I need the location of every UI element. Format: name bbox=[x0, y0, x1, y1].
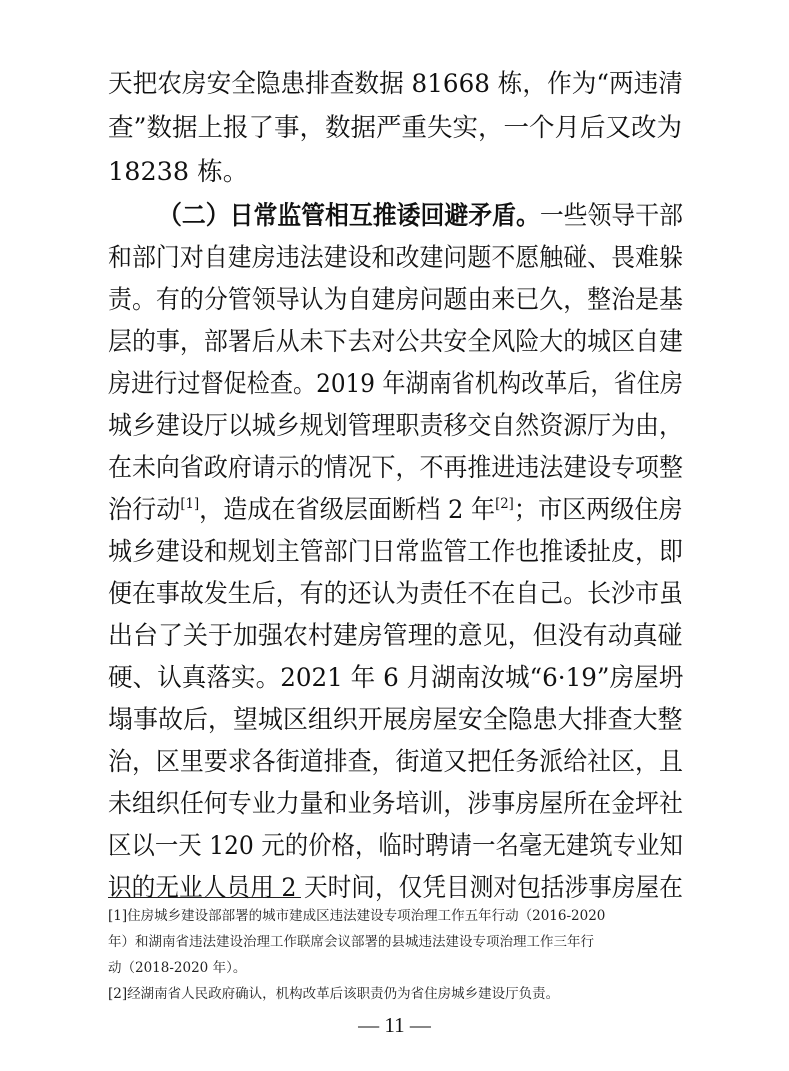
footnote-line-2 bbox=[0, 930, 789, 954]
body-text: 城乡建设和规划主管部门日常监管工作也推诿扯皮，即 bbox=[108, 537, 683, 567]
body-line-4 bbox=[0, 198, 789, 234]
footnote-line-4 bbox=[0, 982, 789, 1006]
section-heading-2 bbox=[158, 198, 683, 234]
footnote-text: 动（2018-2020 年）。 bbox=[108, 960, 247, 976]
body-line-7 bbox=[0, 324, 789, 360]
body-text: 出台了关于加强农村建房管理的意见，但没有动真碰 bbox=[108, 621, 683, 651]
footnote-text: [2]经湖南省人民政府确认，机构改革后该职责仍为省住房城乡建设厅负责。 bbox=[108, 986, 560, 1002]
body-text: 硬、认真落实。2021 年 6 月湖南汝城“6·19”房屋坍 bbox=[108, 663, 684, 693]
body-text: 天把农房安全隐患排查数据 81668 栋，作为“两违清 bbox=[108, 69, 683, 99]
footnote-text: [1]住房城乡建设部部署的城市建成区违法建设专项治理工作五年行动（2016-2020 bbox=[108, 908, 606, 924]
body-text: 房进行过督促检查。2019 年湖南省机构改革后，省住房 bbox=[108, 369, 683, 399]
body-line-19 bbox=[0, 828, 789, 864]
footnote-text: 年）和湖南省违法建设治理工作联席会议部署的县城违法建设专项治理工作三年行 bbox=[108, 934, 594, 950]
body-line-6 bbox=[0, 282, 789, 318]
body-text: 治，区里要求各街道排查，街道又把任务派给社区，且 bbox=[108, 747, 683, 777]
body-line-12 bbox=[0, 534, 789, 570]
body-text: ，造成在省级层面断档 2 年 bbox=[199, 495, 496, 525]
body-text-with-footnotes bbox=[108, 492, 683, 528]
footnote-ref-2[interactable]: [2] bbox=[495, 496, 514, 512]
page-number: — 11 — bbox=[358, 1013, 431, 1037]
body-line-5 bbox=[0, 240, 789, 276]
body-line-2 bbox=[0, 110, 789, 146]
body-line-17 bbox=[0, 744, 789, 780]
body-line-16 bbox=[0, 702, 789, 738]
body-line-3 bbox=[0, 154, 789, 190]
body-line-9 bbox=[0, 408, 789, 444]
body-text: 城乡建设厅以城乡规划管理职责移交自然资源厅为由， bbox=[108, 411, 683, 441]
body-line-20 bbox=[0, 870, 789, 906]
body-line-15 bbox=[0, 660, 789, 696]
body-text: 塌事故后，望城区组织开展房屋安全隐患大排查大整 bbox=[108, 705, 683, 735]
footnote-line-3 bbox=[0, 956, 789, 980]
body-text: 责。有的分管领导认为自建房问题由来已久，整治是基 bbox=[108, 285, 683, 315]
body-text: 区以一天 120 元的价格，临时聘请一名毫无建筑专业知 bbox=[108, 831, 683, 861]
body-line-8 bbox=[0, 366, 789, 402]
body-text: 治行动 bbox=[108, 495, 181, 525]
body-text: 查”数据上报了事，数据严重失实，一个月后又改为 bbox=[108, 113, 683, 143]
body-text: 18238 栋。 bbox=[108, 157, 249, 187]
body-line-18 bbox=[0, 786, 789, 822]
body-text: ；市区两级住房 bbox=[513, 495, 683, 525]
footnote-separator bbox=[108, 897, 301, 898]
body-text: 一些领导干部 bbox=[539, 201, 684, 231]
body-text: 在未向省政府请示的情况下，不再推进违法建设专项整 bbox=[108, 453, 683, 483]
body-text: 层的事，部署后从未下去对公共安全风险大的城区自建 bbox=[108, 327, 683, 357]
footnote-line-1 bbox=[0, 904, 789, 928]
body-line-14 bbox=[0, 618, 789, 654]
body-text: 和部门对自建房违法建设和改建问题不愿触碰、畏难躲 bbox=[108, 243, 683, 273]
body-line-13 bbox=[0, 576, 789, 612]
body-line-1 bbox=[0, 66, 789, 102]
body-text: 未组织任何专业力量和业务培训，涉事房屋所在金坪社 bbox=[108, 789, 683, 819]
body-text: 便在事故发生后，有的还认为责任不在自己。长沙市虽 bbox=[108, 579, 683, 609]
body-text: 识的无业人员用 2 天时间，仅凭目测对包括涉事房屋在 bbox=[108, 873, 683, 903]
footnote-ref-1[interactable]: [1] bbox=[180, 496, 200, 512]
body-line-11 bbox=[0, 492, 789, 528]
body-line-10 bbox=[0, 450, 789, 486]
section-heading-title: （二）日常监管相互推诿回避矛盾。 bbox=[158, 201, 540, 231]
